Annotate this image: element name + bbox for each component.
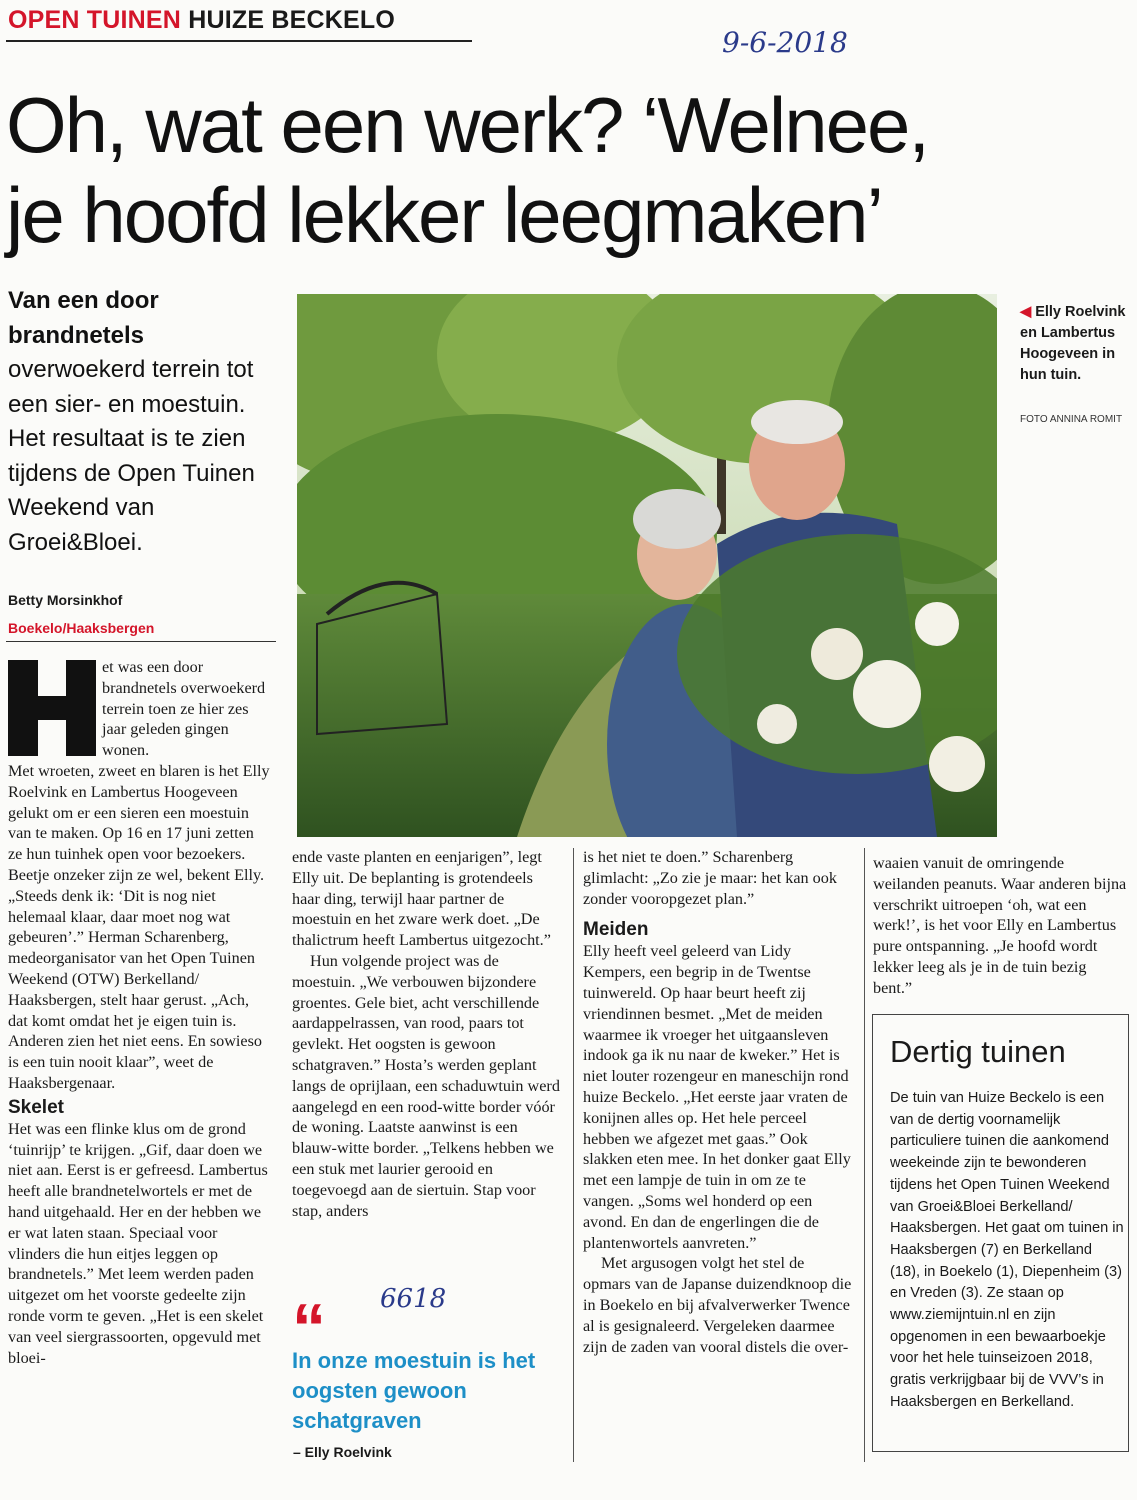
intro-text: overwoekerd terrein tot een sier- en moestuin. Het resultaat is te zien tijdens de Open Tuinen Weekend van Groei&Bloei. [8,356,255,556]
article-column-2 [292,847,560,1221]
col2-paragraph-1: ende vaste planten en eenjarigen”, legt Elly uit. De beplanting is grotendeels haar ding, terwijl haar partner de moestuin en het zware werk doet. „De thalictrum heeft Lambertus uitgezocht.” [292,848,551,950]
quote-mark-icon: “ [292,1290,326,1366]
kicker-red: OPEN TUINEN [8,6,182,34]
col1-paragraph-1: Met wroeten, zweet en blaren is het Elly Roelvink en Lambertus Hoogeveen gelukt om er een sieren een moestuin van te maken. Op 16 en 17 juni zetten ze hun tuinhek open voor bezoekers. Beetje onzeker zijn ze wel, bekent Elly. „Steeds denk ik: ‘Dit is nog niet helemaal klaar, daar moet nog wat gebeuren’.” Herman Scharenberg, medeorganisator van het Open Tuinen Weekend (OTW) Berkelland/ Haaksbergen, stelt haar gerust. „Ach, dat komt omdat het je eigen tuin is. Anderen zien het niet eens. En sowieso is een tuin nooit klaar”, weet de Haaksbergenaar. [8,762,270,1092]
sidebar-title: Dertig tuinen [890,1034,1066,1069]
col3-paragraph-3: Met argusogen volgt het stel de opmars van de Japanse duizendknoop die in Boekelo en bij afvalverwerker Twence al is gesignaleerd. Vergeleken daarmee zijn de zaden van vooral distels die over- [583,1254,852,1356]
pull-quote-author: – Elly Roelvink [293,1444,392,1460]
col4-paragraph-1: waaien vanuit de omringende weilanden peanuts. Waar anderen bijna verschrikt uitroepen ‘oh, wat een werk!’, is het voor Elly en Lambertus pure ontspanning. „Je hoofd wordt lekker leeg als je in de tuin bezig bent.” [873,854,1127,997]
intro-lead [8,284,278,560]
col1-paragraph-2: Het was een flinke klus om de grond ‘tuinrijp’ te krijgen. „Gif, daar doen we niet aan. Eerst is er gefreesd. Lambertus heeft alle brandnetelwortels er met de hand uitgehaald. Her en der hebben we er wat laten staan. Speciaal voor vlinders die hun eitjes leggen op brandnetels.” Met leem werden paden uitgezet om het voorste gedeelte zijn ronde vorm te geven. „Het is een skelet van veel siergrassoorten, opgevuld met bloei- [8,1119,268,1367]
kicker-underline [6,40,472,42]
dropcap-h [8,660,96,756]
article-column-1 [8,761,270,1368]
byline-rule [6,641,276,642]
caption-text: Elly Roelvink en Lambertus Hoogeveen in hun tuin. [1020,304,1126,383]
subheading-meiden: Meiden [583,919,649,941]
kicker-black: HUIZE BECKELO [188,6,395,34]
col2-paragraph-2: Hun volgende project was de moestuin. „We verbouwen bijzondere groentes. Gele biet, acht verschillende aardappelrassen, van rood, paars tot gevlekt. Het oogsten is gewoon schatgraven.” Hosta’s werden geplant langs de oprijlaan, een schaduwtuin werd aangelegd en een rood-witte border vóór de woning. Laatste aanwinst is een blauw-witte border. „Telkens hebben we een stuk met laurier gerooid en toegevoegd aan de siertuin. Stap voor stap, anders [292,951,560,1220]
headline [6,80,1126,260]
garden-photo [297,294,997,837]
headline-line-1: Oh, wat een werk? ‘Welnee, [6,81,929,169]
article-column-4 [873,853,1129,999]
handwritten-date: 9-6-2018 [722,26,848,59]
intro-bold-1: Van een door [8,287,159,314]
column-divider [864,848,865,1462]
subheading-skelet: Skelet [8,1096,64,1118]
section-kicker [8,6,395,35]
intro-bold-2: brandnetels [8,321,145,349]
caption-arrow-icon: ◀ [1020,304,1032,320]
location-byline: Boekelo/Haaksbergen [8,620,155,636]
pull-quote: In onze moestuin is het oogsten gewoon schatgraven [292,1348,536,1433]
author-byline: Betty Morsinkhof [8,592,123,608]
headline-line-2: je hoofd lekker leegmaken’ [6,171,882,259]
photo-credit: FOTO ANNINA ROMIT [1020,414,1123,425]
handwritten-note: 6618 [380,1284,447,1314]
col3-paragraph-1: is het niet te doen.” Scharenberg glimlacht: „Zo zie je maar: het kan ook zonder vooropgezet plan.” [583,848,837,908]
col1-opening: et was een door brandnetels overwoekerd terrein toen ze hier zes jaar geleden gingen wonen. [102,658,266,760]
photo-caption [1020,302,1130,386]
article-column-3 [583,847,855,1357]
sidebar-text: De tuin van Huize Beckelo is een van de dertig voornamelijk particuliere tuinen die aankomend weekeinde zijn te bewonderen tijdens het Open Tuinen Weekend van Groei&Bloei Berkelland/ Haaksbergen. Het gaat om tuinen in Haaksbergen (7) en Berkelland (18), in Boekelo (1), Diepenheim (3) en Vreden (3). Ze staan op www.ziemijntuin.nl en zijn opgenomen in een bewaarboekje voor het hele tuinseizoen 2018, gratis verkrijgbaar bij de VVV’s in Haaksbergen en Berkelland. [890,1090,1124,1410]
column-divider [573,848,574,1462]
col3-paragraph-2: Elly heeft veel geleerd van Lidy Kempers, een begrip in de Twentse tuinwereld. Op haar beurt heeft zij vriendinnen besmet. „Met de meiden waarmee ik vroeger het uitgaansleven indook ga ik nu naar de kweker.” Het is niet louter rozengeur en maneschijn rond huize Beckelo. „Het eerste jaar vraten de konijnen alles op. Het hele perceel hebben we afgezet met gaas.” Ook slakken eten mee. In het donker gaat Elly met een lampje de tuin in om ze te vangen. „Soms wel honderd op een avond. En dan de engerlingen die de plantenwortels aanvreten.” [583,942,851,1252]
